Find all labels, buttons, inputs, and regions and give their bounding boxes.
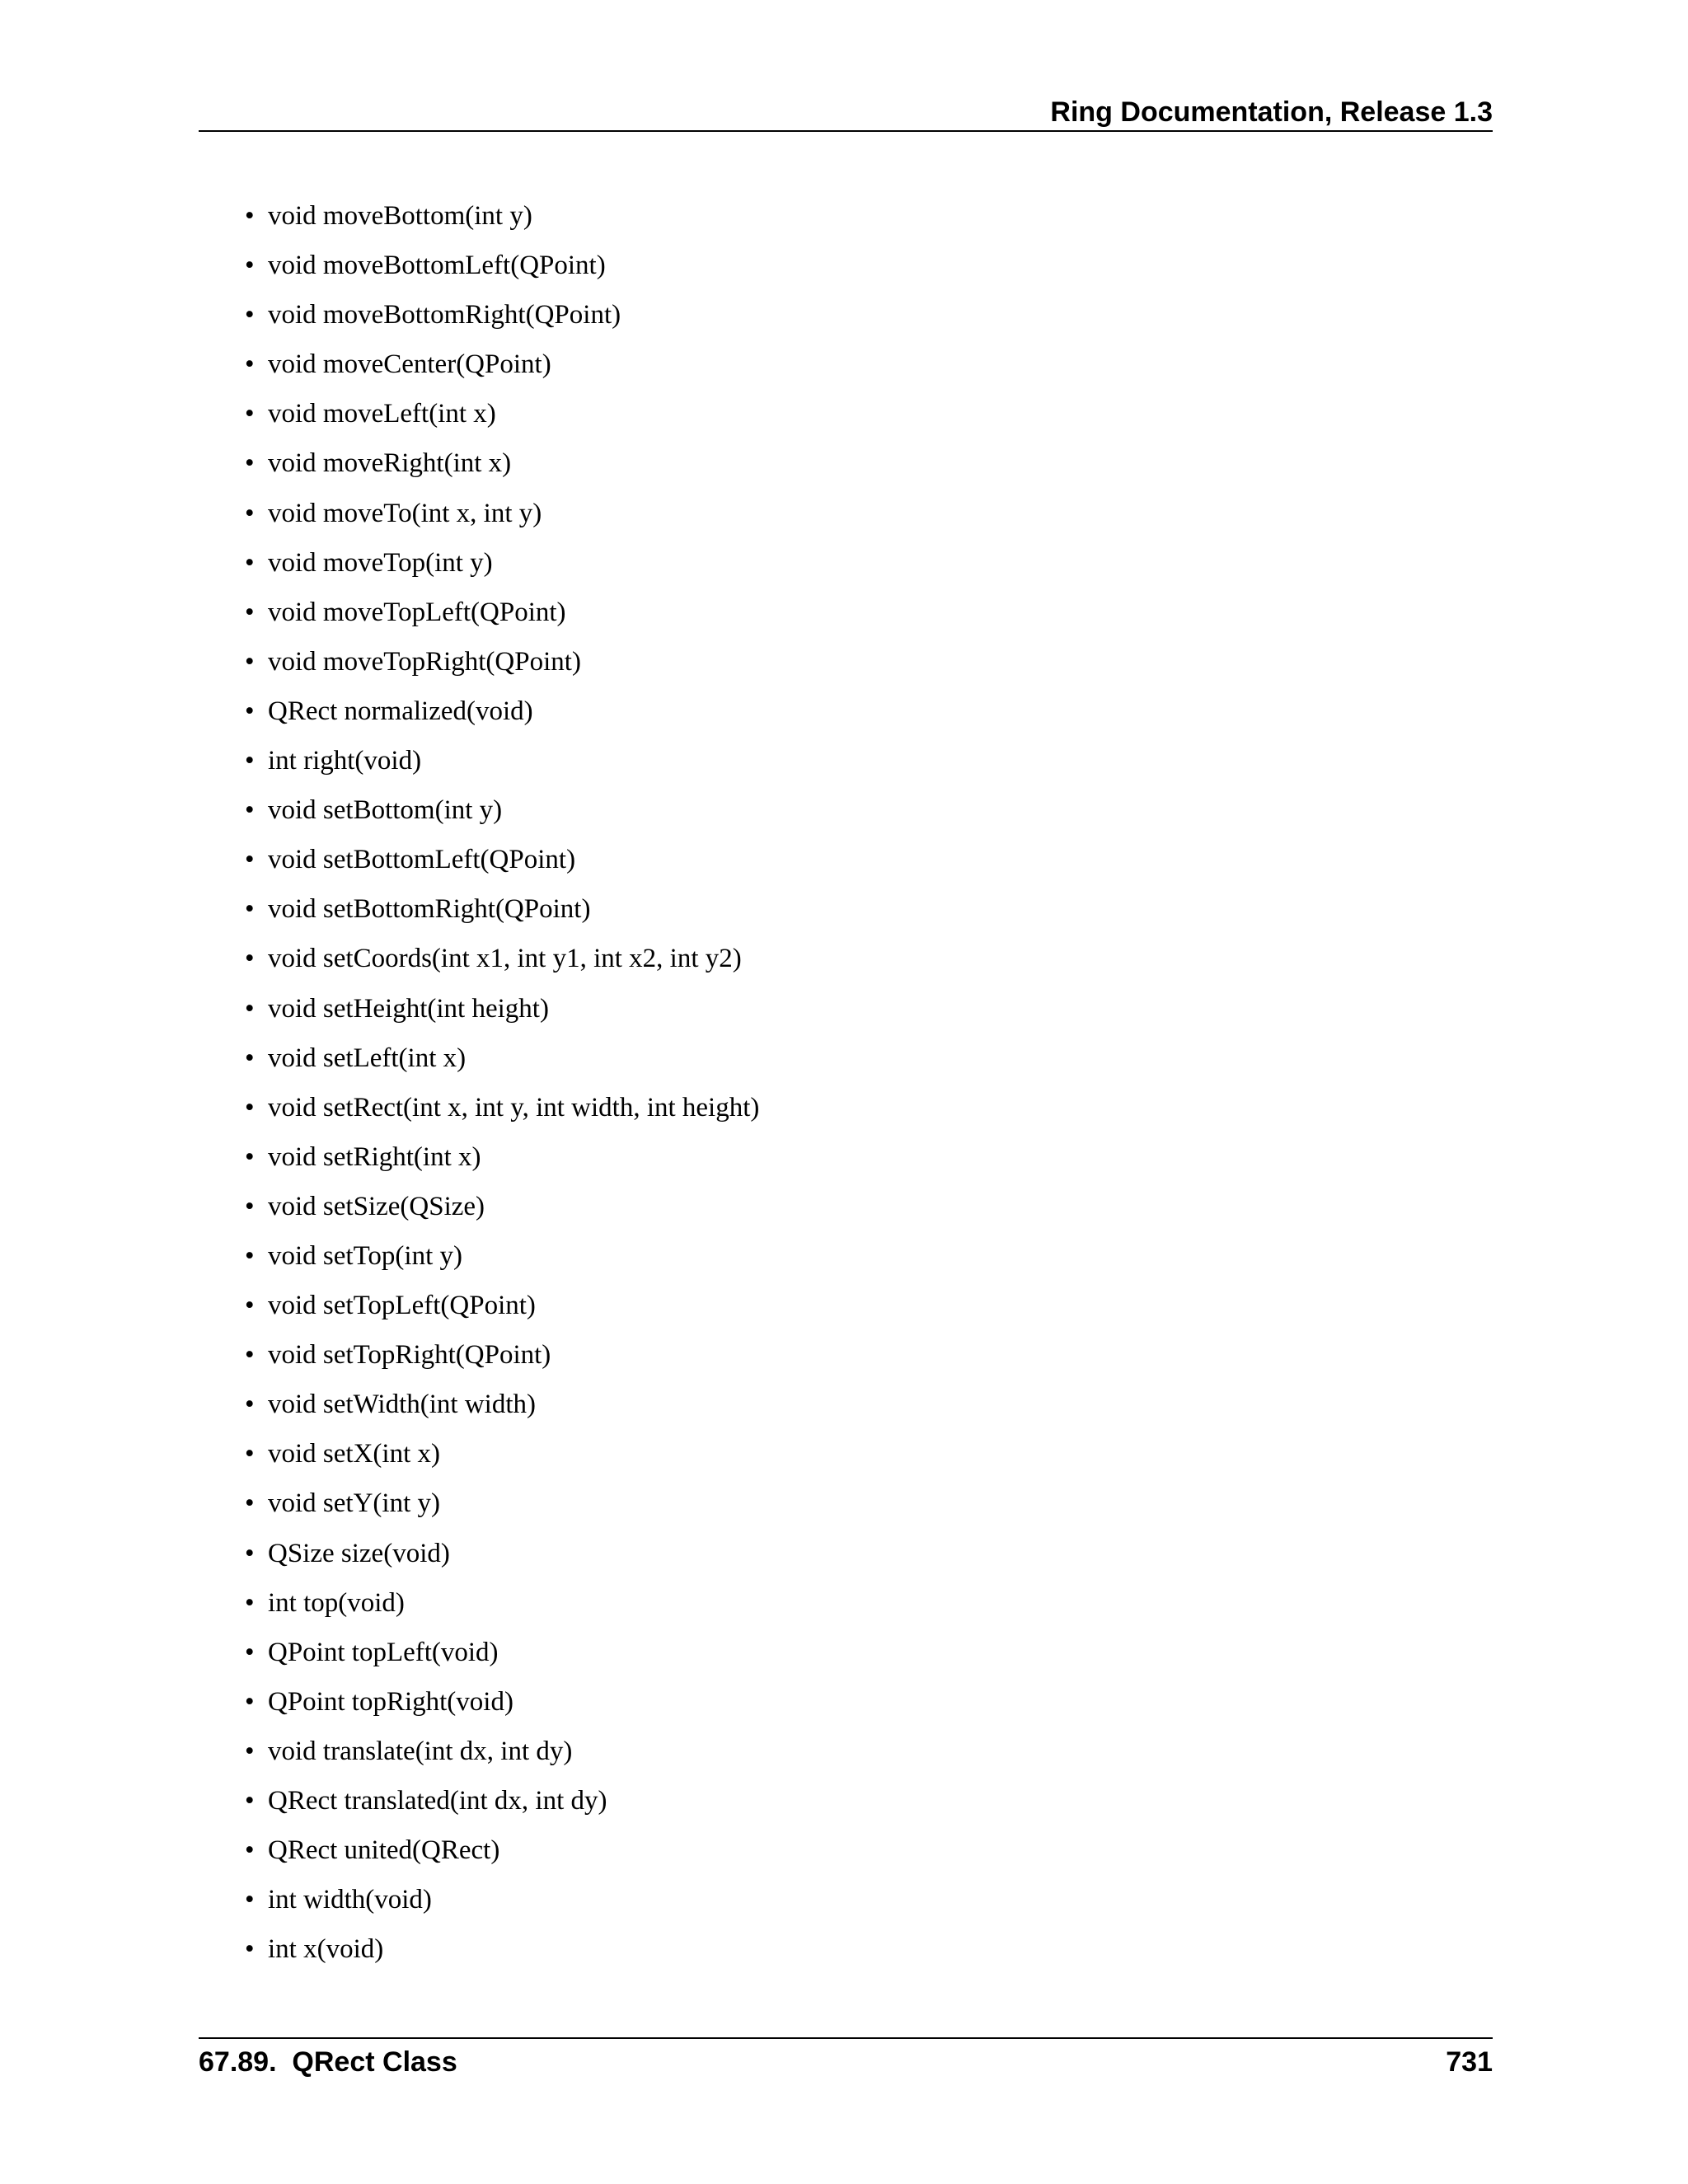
method-signature: void moveBottomRight(QPoint)	[268, 300, 621, 330]
method-signature: void moveTo(int x, int y)	[268, 498, 542, 528]
method-item	[199, 835, 759, 884]
method-signature: void setX(int x)	[268, 1439, 440, 1469]
bullet-icon: •	[245, 894, 255, 925]
method-item	[199, 1132, 759, 1182]
bullet-icon: •	[245, 448, 255, 479]
method-signature: void moveTop(int y)	[268, 547, 493, 578]
bullet-icon: •	[245, 696, 255, 726]
bullet-icon: •	[245, 646, 255, 677]
method-item	[199, 389, 759, 438]
method-signature: void setTopRight(QPoint)	[268, 1340, 551, 1371]
method-signature: void moveTopLeft(QPoint)	[268, 597, 566, 627]
method-signature: void moveTopRight(QPoint)	[268, 646, 581, 677]
bullet-icon: •	[245, 399, 255, 429]
method-item	[199, 191, 759, 241]
method-item	[199, 489, 759, 538]
method-signature: void setBottomRight(QPoint)	[268, 894, 591, 925]
bullet-icon: •	[245, 944, 255, 974]
method-signature: void moveBottom(int y)	[268, 201, 532, 231]
bullet-icon: •	[245, 993, 255, 1024]
bullet-icon: •	[245, 1141, 255, 1172]
bullet-icon: •	[245, 1637, 255, 1667]
bullet-icon: •	[245, 498, 255, 528]
method-item	[199, 1033, 759, 1083]
method-signature: void setCoords(int x1, int y1, int x2, int y2)	[268, 944, 742, 974]
method-signature: void setBottomLeft(QPoint)	[268, 845, 576, 875]
method-signature: void setWidth(int width)	[268, 1390, 536, 1420]
method-signature: void setSize(QSize)	[268, 1191, 485, 1221]
page-number: 731	[1446, 2046, 1493, 2078]
bullet-icon: •	[245, 547, 255, 578]
bullet-icon: •	[245, 1934, 255, 1965]
bullet-icon: •	[245, 1587, 255, 1618]
method-list	[199, 191, 759, 1974]
method-signature: void moveRight(int x)	[268, 448, 512, 479]
document-title: Ring Documentation, Release 1.3	[1050, 96, 1493, 128]
bullet-icon: •	[245, 1340, 255, 1371]
method-item	[199, 438, 759, 488]
method-item	[199, 1677, 759, 1727]
method-item	[199, 637, 759, 687]
section-title: 67.89. QRect Class	[199, 2046, 457, 2078]
method-signature: void setLeft(int x)	[268, 1043, 467, 1073]
bullet-icon: •	[245, 1488, 255, 1519]
bullet-icon: •	[245, 251, 255, 281]
method-signature: void setY(int y)	[268, 1488, 440, 1519]
bullet-icon: •	[245, 1686, 255, 1717]
method-signature: void setTop(int y)	[268, 1240, 462, 1271]
method-item	[199, 1330, 759, 1380]
method-item	[199, 1083, 759, 1132]
bullet-icon: •	[245, 1439, 255, 1469]
method-signature: void moveCenter(QPoint)	[268, 349, 551, 380]
method-item	[199, 538, 759, 588]
method-item	[199, 1727, 759, 1776]
method-item	[199, 884, 759, 934]
bullet-icon: •	[245, 1092, 255, 1122]
bullet-icon: •	[245, 201, 255, 231]
bullet-icon: •	[245, 1885, 255, 1915]
method-item	[199, 340, 759, 389]
bullet-icon: •	[245, 1786, 255, 1816]
method-signature: void moveLeft(int x)	[268, 399, 496, 429]
method-signature: void setHeight(int height)	[268, 993, 549, 1024]
method-item	[199, 1479, 759, 1528]
method-signature: QPoint topRight(void)	[268, 1686, 513, 1717]
method-signature: void setTopLeft(QPoint)	[268, 1291, 536, 1321]
method-signature: QRect normalized(void)	[268, 696, 533, 726]
method-item	[199, 290, 759, 340]
method-item	[199, 984, 759, 1033]
bullet-icon: •	[245, 1191, 255, 1221]
method-item	[199, 1578, 759, 1628]
method-item	[199, 1380, 759, 1429]
method-item	[199, 1429, 759, 1479]
bullet-icon: •	[245, 349, 255, 380]
method-signature: void moveBottomLeft(QPoint)	[268, 251, 606, 281]
bullet-icon: •	[245, 795, 255, 826]
method-signature: QSize size(void)	[268, 1538, 450, 1568]
method-item	[199, 1825, 759, 1875]
bullet-icon: •	[245, 597, 255, 627]
method-item	[199, 1182, 759, 1231]
page-header	[199, 89, 1493, 132]
method-item	[199, 1628, 759, 1677]
bullet-icon: •	[245, 1835, 255, 1866]
bullet-icon: •	[245, 1390, 255, 1420]
method-signature: QRect united(QRect)	[268, 1835, 500, 1866]
method-signature: int right(void)	[268, 746, 422, 776]
method-signature: int x(void)	[268, 1934, 384, 1965]
page-footer	[199, 2037, 1493, 2088]
bullet-icon: •	[245, 1291, 255, 1321]
method-item	[199, 1231, 759, 1281]
method-signature: void translate(int dx, int dy)	[268, 1736, 573, 1766]
method-signature: QPoint topLeft(void)	[268, 1637, 499, 1667]
bullet-icon: •	[245, 1736, 255, 1766]
bullet-icon: •	[245, 1538, 255, 1568]
method-signature: QRect translated(int dx, int dy)	[268, 1786, 607, 1816]
method-signature: int width(void)	[268, 1885, 432, 1915]
bullet-icon: •	[245, 1240, 255, 1271]
bullet-icon: •	[245, 845, 255, 875]
method-item	[199, 1924, 759, 1974]
method-item	[199, 687, 759, 736]
method-signature: void setBottom(int y)	[268, 795, 503, 826]
method-signature: void setRight(int x)	[268, 1141, 481, 1172]
method-item	[199, 1281, 759, 1330]
method-item	[199, 736, 759, 785]
method-item	[199, 588, 759, 637]
method-item	[199, 241, 759, 290]
bullet-icon: •	[245, 1043, 255, 1073]
bullet-icon: •	[245, 300, 255, 330]
method-signature: void setRect(int x, int y, int width, int height)	[268, 1092, 760, 1122]
method-item	[199, 785, 759, 835]
method-item	[199, 934, 759, 983]
method-item	[199, 1776, 759, 1825]
method-signature: int top(void)	[268, 1587, 405, 1618]
bullet-icon: •	[245, 746, 255, 776]
method-item	[199, 1529, 759, 1578]
method-item	[199, 1875, 759, 1924]
